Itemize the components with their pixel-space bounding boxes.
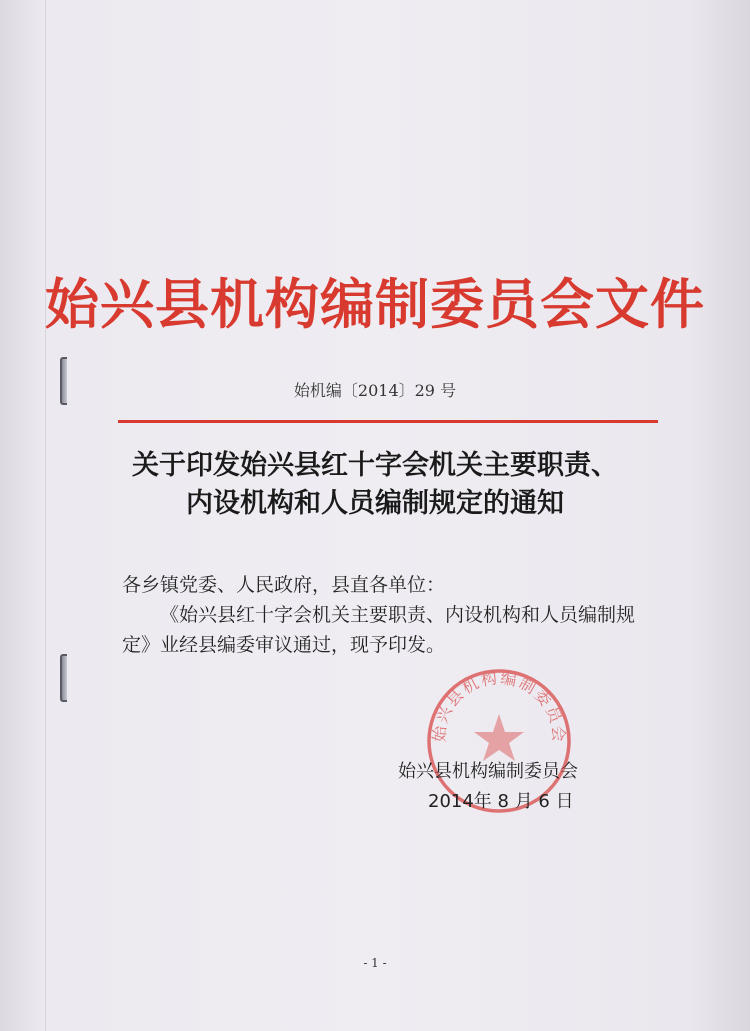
signature-block — [398, 757, 638, 817]
body-paragraph-line-1: 《始兴县红十字会机关主要职责、内设机构和人员编制规 — [160, 604, 636, 626]
document-number: 始机编〔2014〕29 号 — [293, 381, 457, 400]
issuer-header-title: 始兴县机构编制委员会文件 — [45, 272, 705, 336]
notice-body — [122, 570, 682, 660]
notice-title — [0, 447, 750, 523]
signature-date: 2014年 8 月 6 日 — [428, 791, 574, 812]
staple-icon — [60, 654, 67, 702]
salutation: 各乡镇党委、人民政府，县直各单位： — [122, 574, 446, 596]
body-paragraph-line-2: 定》业经县编委审议通过，现予印发。 — [122, 634, 446, 656]
seal-text: 始兴县机构编制委员会 — [429, 668, 569, 745]
notice-title-line-1: 关于印发始兴县红十字会机关主要职责、 — [132, 450, 618, 481]
page-number: - 1 - — [363, 956, 387, 970]
signature-organization: 始兴县机构编制委员会 — [398, 761, 578, 782]
notice-title-line-2: 内设机构和人员编制规定的通知 — [186, 488, 564, 519]
red-divider-line — [118, 420, 658, 423]
